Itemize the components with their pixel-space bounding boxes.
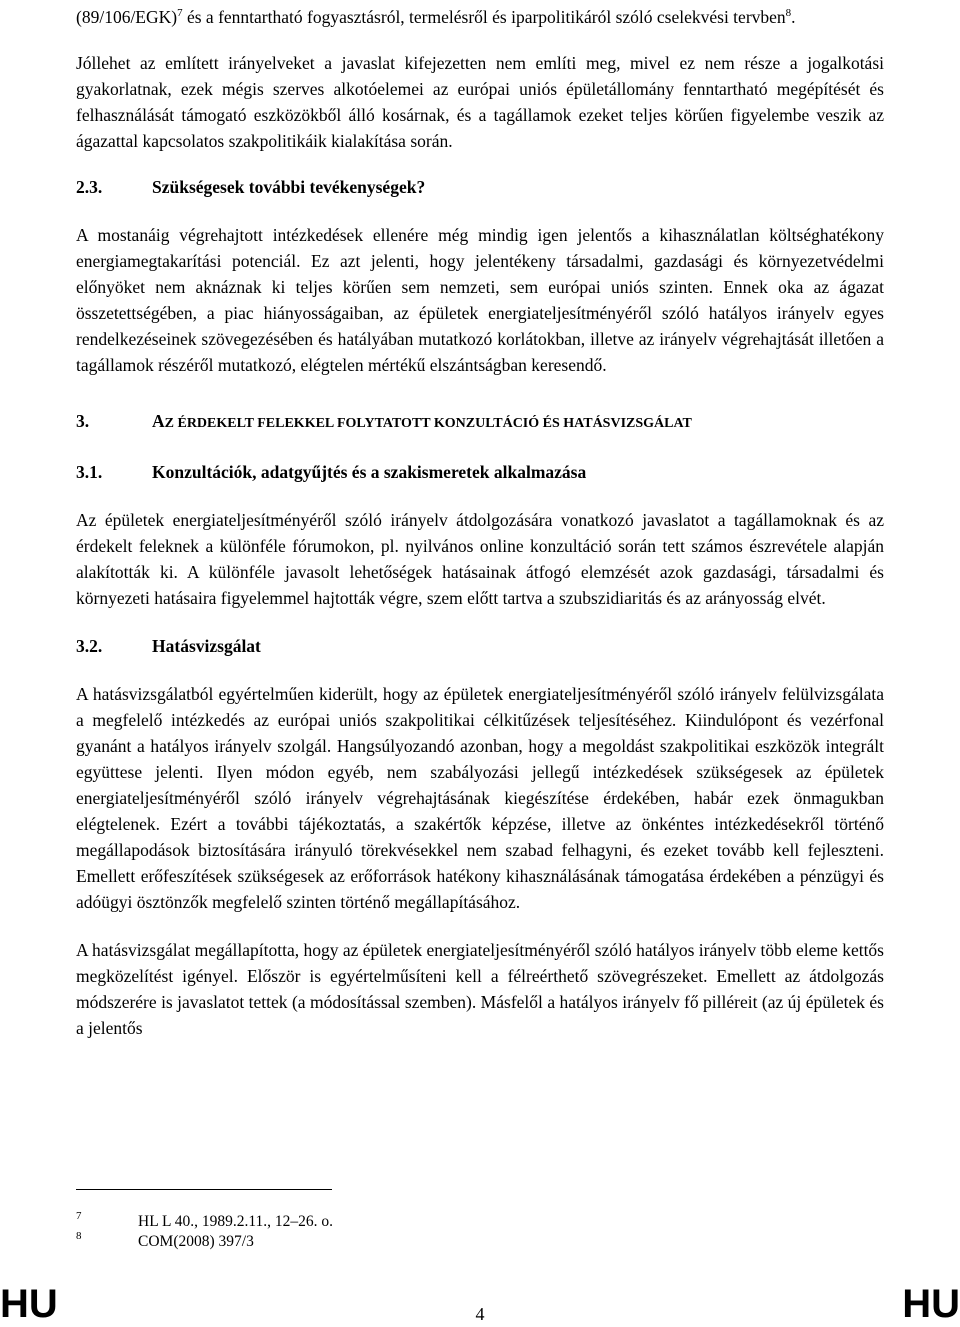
footnote-text: COM(2008) 397/3	[138, 1233, 254, 1250]
footnote-ref-8: 8	[785, 7, 792, 20]
section-title	[152, 408, 692, 437]
section-title-smallcaps: Z ÉRDEKELT FELEKKEL FOLYTATOTT KONZULTÁCIÓ ÉS HATÁSVIZSGÁLAT	[164, 416, 692, 431]
footnote-number: 7	[76, 1210, 82, 1222]
section-heading-2-3	[76, 174, 884, 200]
language-code-right: HU	[902, 1282, 960, 1326]
footnote-separator	[76, 1189, 332, 1190]
paragraph-5: A hatásvizsgálat megállapította, hogy az épületek energiateljesítményéről szóló hatályos irányelv több eleme kettős megközelítést igényel. Először is egyértelműsíteni kell a félreérthető szövegrészeket. Emellett az átdolgozás módszerére is javaslatot tettek (a módosítással szemben). Másfelől a hatályos irányelv fő pilléreit (az új épületek és a jelentős	[76, 940, 884, 1038]
paragraph-3: Az épületek energiateljesítményéről szóló irányelv átdolgozására vonatkozó javaslatot a tagállamoknak és az érdekelt feleknek a különféle fórumokon, pl. nyilvános online konzultáció során tett számos észrevétele alapján alakították ki. A különféle javasolt lehetőségek hatásainak átfogó elemzését azok gazdasági, társadalmi és környezeti hatásaira figyelemmel hajtották végre, szem előtt tartva a szubszidiaritás és az arányosság elvét.	[76, 510, 884, 608]
paragraph-1: Jóllehet az említett irányelveket a javaslat kifejezetten nem említi meg, mivel ez nem része a jogalkotási gyakorlatnak, ezek mégis szerves alkotóelemei az európai uniós épületállomány fenntartható megépítését és felhasználását támogató eszközökből álló kosárnak, és a tagállamok ezeket teljes körűen figyelembe veszik az ágazattal kapcsolatos szakpolitikáik kialakítása során.	[76, 53, 884, 151]
document-body	[76, 4, 884, 1041]
footnote-text: HL L 40., 1989.2.11., 12–26. o.	[138, 1213, 334, 1230]
section-title: Hatásvizsgálat	[152, 636, 261, 656]
language-code-left: HU	[0, 1282, 58, 1326]
section-heading-3-1	[76, 459, 884, 485]
page-number: 4	[475, 1304, 485, 1324]
footnote-8	[76, 1232, 884, 1252]
intro-text-a: (89/106/EGK)	[76, 7, 178, 27]
intro-paragraph	[76, 4, 884, 30]
paragraph-2: A mostanáig végrehajtott intézkedések ellenére még mindig igen jelentős a kihasználatlan költséghatékony energiamegtakarítási potenciál. Ez azt jelenti, hogy jelentékeny társadalmi, gazdasági és környezetvédelmi előnyöket nem aknáznak ki teljes körűen sem nemzeti, sem európai uniós szinten. Ennek oka az ágazat összetettségében, a piac hiányosságaiban, az épületek energiateljesítményéről szóló hatályos irányelv egyes rendelkezéseinek szövegezésében és hatályában mutatkozó korlátokban, illetve az irányelv végrehajtását illetően a tagállamok részéről mutatkozó, elégtelen mértékű elszántságban keresendő.	[76, 225, 884, 375]
intro-text-b: és a fenntartható fogyasztásról, termelésről és iparpolitikáról szóló cselekvési tervben	[182, 7, 786, 27]
section-number: 3.1.	[76, 462, 103, 482]
footnote-ref-7: 7	[177, 7, 183, 20]
section-number: 3.2.	[76, 636, 103, 656]
paragraph-4: A hatásvizsgálatból egyértelműen kiderült, hogy az épületek energiateljesítményéről szóló irányelv felülvizsgálata a megfelelő intézkedés az európai uniós szakpolitikai célkitűzések teljesítéséhez. Kiindulópont és vezérfonal gyanánt a hatályos irányelv szolgál. Hangsúlyozandó azonban, hogy a megoldást szakpolitikai eszközök integrált együttese jelenti. Ilyen módon egyéb, nem szabályozási jellegű intézkedések szükségesek az épületek energiateljesítményéről szóló irányelv végrehajtásának kiegészítése érdekében, habár ezek önmagukban elégtelenek. Ezért a további tájékoztatás, a szakértők képzése, illetve az önkéntes intézkedésekről történő megállapodások biztosítására irányuló törekvésekkel nem szabad felhagyni, és ezeket tovább kell fejleszteni. Emellett erőfeszítések szükségesek az erőforrások hatékony kihasználásának támogatása érdekében a pénzügyi és adóügyi ösztönzők megfelelő szinten történő megállapításához.	[76, 684, 884, 912]
section-title-initial: A	[152, 411, 165, 431]
section-title: Szükségesek további tevékenységek?	[152, 177, 426, 197]
section-number: 3.	[76, 411, 90, 431]
footnotes	[76, 1212, 884, 1252]
footnote-7	[76, 1212, 884, 1232]
footnote-number: 8	[76, 1230, 82, 1242]
section-number: 2.3.	[76, 177, 103, 197]
section-heading-3-2	[76, 633, 884, 659]
section-title: Konzultációk, adatgyűjtés és a szakismeretek alkalmazása	[152, 462, 587, 482]
intro-text-c: .	[791, 7, 796, 27]
section-heading-3	[76, 408, 884, 437]
